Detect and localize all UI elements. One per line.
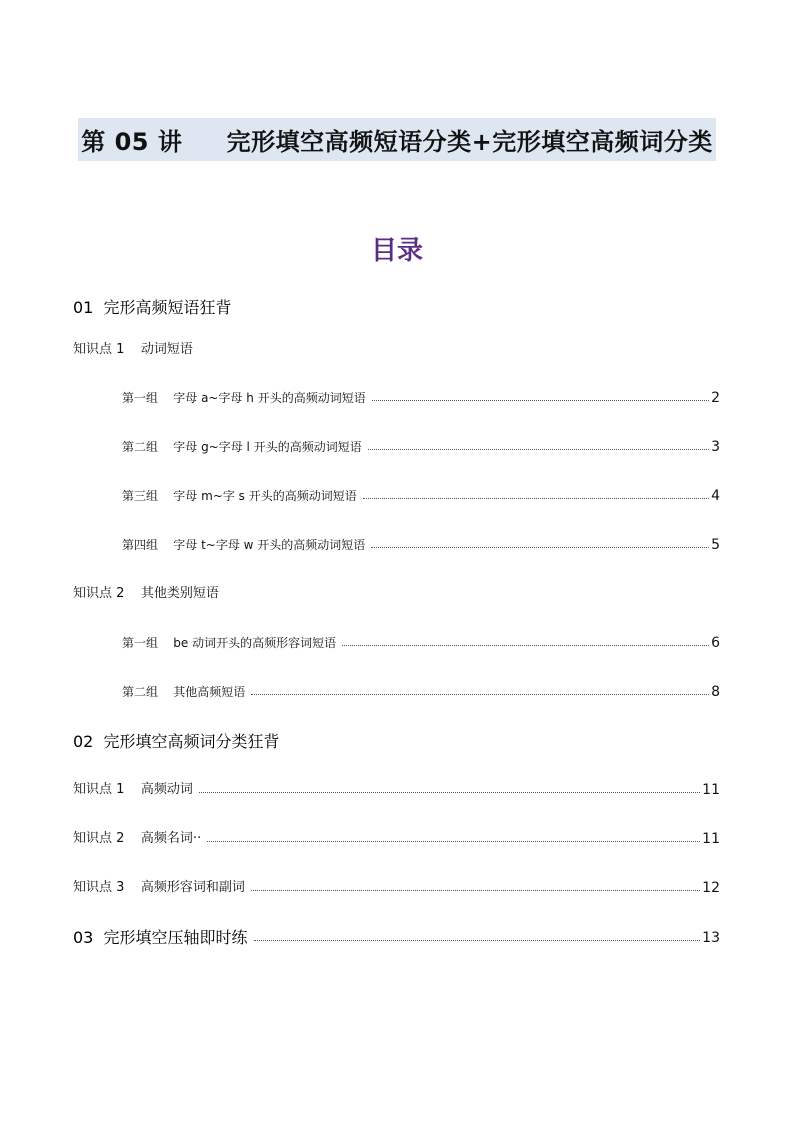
toc-entry-page-number: 12 <box>702 880 720 896</box>
toc-dot-leader <box>368 449 709 450</box>
toc-entry-page-number: 8 <box>711 684 720 700</box>
toc-entry-page-number: 6 <box>711 635 720 651</box>
toc-entry[interactable] <box>0 778 794 802</box>
toc-dot-leader <box>199 792 700 793</box>
toc-entry-page-number: 11 <box>702 831 720 847</box>
toc-entry-label: 01 完形高频短语狂背 <box>73 298 232 317</box>
toc-entry-label: 知识点 1 高频动词 <box>73 782 193 797</box>
toc-entry[interactable] <box>0 680 794 704</box>
toc-entry[interactable] <box>0 484 794 508</box>
toc-entry-label: 02 完形填空高频词分类狂背 <box>73 732 280 751</box>
toc-entry-label: 第二组 字母 g~字母 l 开头的高频动词短语 <box>122 440 362 454</box>
toc-dot-leader <box>251 890 700 891</box>
toc-entry[interactable] <box>0 827 794 851</box>
toc-entry-label: 知识点 1 动词短语 <box>73 342 193 357</box>
toc-entry-page-number: 13 <box>702 930 720 946</box>
toc-entry-label: 03 完形填空压轴即时练 <box>73 928 248 947</box>
toc-entry[interactable] <box>0 296 794 320</box>
toc-entry-page-number: 11 <box>702 782 720 798</box>
toc-entry[interactable] <box>0 926 794 950</box>
document-title: 第 05 讲 完形填空高频短语分类+完形填空高频词分类 <box>78 118 716 161</box>
toc-entry[interactable] <box>0 631 794 655</box>
toc-entry[interactable] <box>0 338 794 362</box>
toc-dot-leader <box>254 940 700 941</box>
toc-dot-leader <box>372 400 709 401</box>
toc-entry-page-number: 3 <box>711 439 720 455</box>
toc-entry[interactable] <box>0 435 794 459</box>
toc-heading: 目录 <box>370 236 423 266</box>
toc-entry-label: 第四组 字母 t~字母 w 开头的高频动词短语 <box>122 538 366 552</box>
toc-entry-label: 第一组 be 动词开头的高频形容词短语 <box>122 636 337 650</box>
toc-entry-label: 第一组 字母 a~字母 h 开头的高频动词短语 <box>122 391 366 405</box>
toc-entry-page-number: 2 <box>711 390 720 406</box>
title-wrapper <box>0 118 794 161</box>
toc-entry[interactable] <box>0 582 794 606</box>
toc-dot-leader <box>363 498 709 499</box>
toc-entry-label: 知识点 3 高频形容词和副词 <box>73 880 245 895</box>
toc-entry-label: 知识点 2 其他类别短语 <box>73 586 219 601</box>
toc-entry-label: 知识点 2 高频名词·· <box>73 831 202 846</box>
toc-entry[interactable] <box>0 533 794 557</box>
toc-entry[interactable] <box>0 386 794 410</box>
toc-dot-leader <box>207 841 700 842</box>
toc-entry[interactable] <box>0 730 794 754</box>
toc-dot-leader <box>342 645 709 646</box>
toc-entry-page-number: 5 <box>711 537 720 553</box>
toc-dot-leader <box>251 694 709 695</box>
toc-entry-label: 第二组 其他高频短语 <box>122 685 246 699</box>
toc-entry-page-number: 4 <box>711 488 720 504</box>
toc-entry-label: 第三组 字母 m~字 s 开头的高频动词短语 <box>122 489 357 503</box>
toc-entry[interactable] <box>0 876 794 900</box>
toc-dot-leader <box>371 547 709 548</box>
